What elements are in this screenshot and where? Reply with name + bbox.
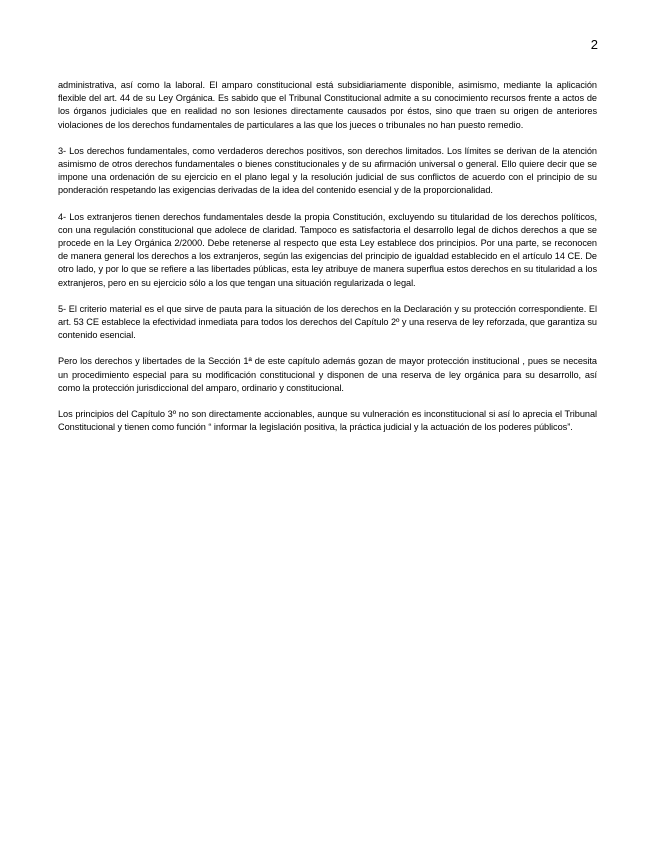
- paragraph-point-5: 5- El criterio material es el que sirve de pauta para la situación de los derechos en la Declaración y su protección correspondiente. El art. 53 CE establece la efectividad inmediata para todos los derechos del Capítulo 2º y una reserva de ley reforzada, que garantiza su contenido esencial.: [58, 303, 597, 341]
- paragraph-point-3: 3- Los derechos fundamentales, como verdaderos derechos positivos, son derechos limitados. Los límites se derivan de la atención asimismo de otros derechos fundamentales o bienes constitucionales y de su afirmación universal o general. Ello quiere decir que se impone una ordenación de su ejercicio en el plano legal y la resolución judicial de sus conflictos de acuerdo con el principio de su ponderación respetando las exigencias derivadas de la idea del contenido esencial y de la proporcionalidad.: [58, 145, 597, 196]
- page-number: 2: [590, 37, 598, 52]
- document-body: [58, 79, 597, 447]
- paragraph-continuation: administrativa, así como la laboral. El amparo constitucional está subsidiariamente disponible, asimismo, mediante la aplicación flexible del art. 44 de su Ley Orgánica. Es sabido que el Tribunal Constitucional admite a su conocimiento recursos frente a actos de los órganos judiciales que en realidad no son lesiones directamente causados por éstos, sino que traen su origen de anteriores violaciones de los derechos fundamentales de particulares a las que los jueces o tribunales no han puesto remedio.: [58, 80, 597, 130]
- paragraph-section-1-protection: Pero los derechos y libertades de la Sección 1ª de este capítulo además gozan de mayor protección institucional , pues se necesita un procedimiento especial para su modificación constitucional y disponen de una reserva de ley orgánica para su desarrollo, así como la protección jurisdiccional del amparo, ordinario y constitucional.: [58, 356, 597, 393]
- paragraph-point-4: 4- Los extranjeros tienen derechos fundamentales desde la propia Constitución, excluyendo su titularidad de los derechos políticos, con una regulación constitucional que adolece de claridad. Tampoco es satisfactoria el desarrollo legal de dichos derechos a que se procede en la Ley Orgánica 2/2000. Debe retenerse al respecto que esta Ley establece dos principios. Por una parte, se reconocen de manera general los derechos a los extranjeros, según las exigencias del principio de igualdad establecido en el artículo 14 CE. De otro lado, y por lo que se refiere a las libertades públicas, esta ley atribuye de manera superflua estos derechos en su titularidad a los extranjeros, pero en su ejercicio sólo a los que tengan una situación regularizada o legal.: [58, 211, 597, 288]
- paragraph-chapter-3-principles: Los principios del Capítulo 3º no son directamente accionables, aunque su vulneración es inconstitucional si así lo aprecia el Tribunal Constitucional y tienen como función “ informar la legislación positiva, la práctica judicial y la actuación de los poderes públicos”.: [58, 409, 597, 433]
